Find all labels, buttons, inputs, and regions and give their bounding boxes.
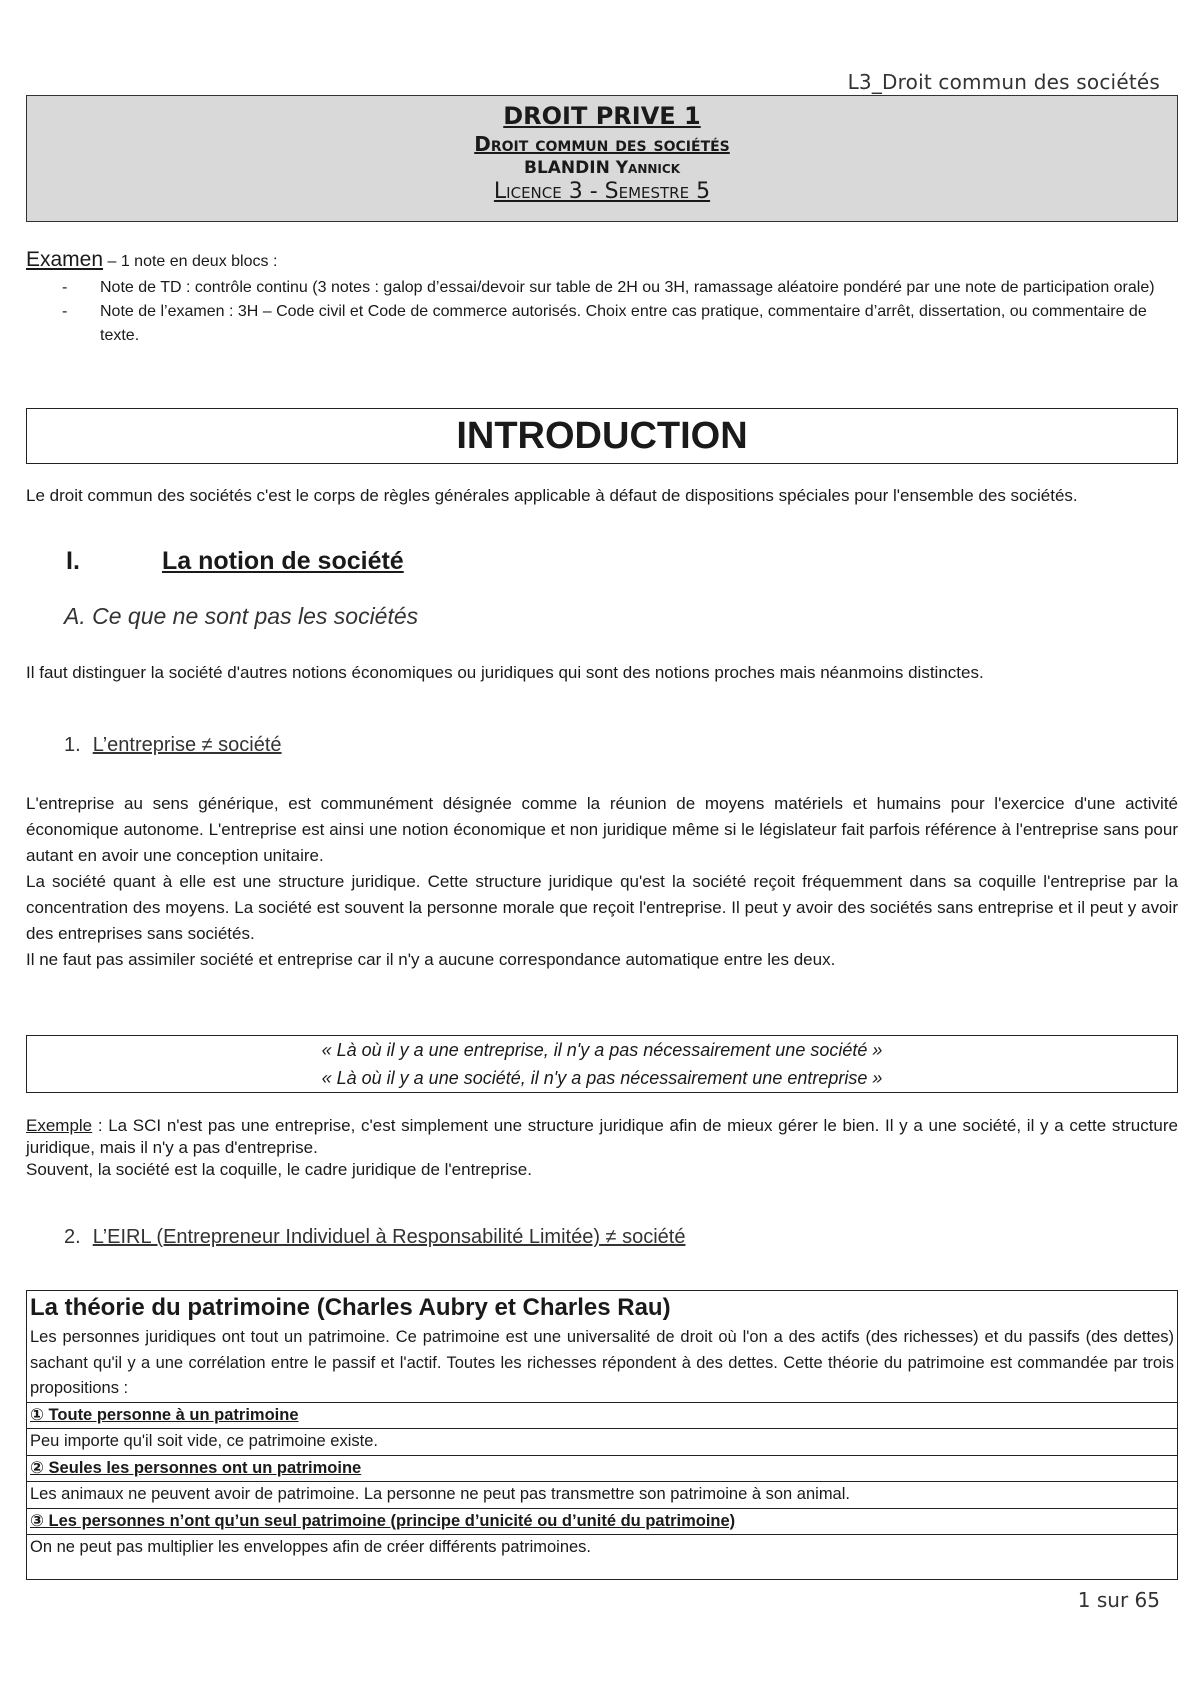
- title-box: [26, 95, 1178, 222]
- paragraph-societe: La société quant à elle est une structure juridique. Cette structure juridique qu'est la société reçoit fréquemment dans sa coquille l'entreprise par la concentration des moyens. La société est souvent la personne morale que reçoit l'entreprise. Il peut y avoir des sociétés sans entreprise et il peut y avoir des entreprises sans sociétés.: [26, 872, 1178, 943]
- example-paragraph: [26, 1115, 1178, 1181]
- example-label: Exemple: [26, 1116, 93, 1135]
- subheading-title: L’entreprise ≠ société: [92, 734, 282, 756]
- course-subtitle: Droit commun des sociétés: [474, 132, 730, 156]
- course-title: DROIT PRIVE 1: [503, 102, 701, 130]
- example-line-2: Souvent, la société est la coquille, le cadre juridique de l'entreprise.: [26, 1160, 532, 1179]
- proposition-body: Les animaux ne peuvent avoir de patrimoine. La personne ne peut pas transmettre son patrimoine à son animal.: [27, 1481, 1177, 1508]
- theory-intro: Les personnes juridiques ont tout un patrimoine. Ce patrimoine est une universalité de droit où l'on a des actifs (des richesses) et du passifs (des dettes) sachant qu'il y a une corrélation entre le passif et l'actif. Toutes les richesses répondent à des dettes. Cette théorie du patrimoine est commandée par trois propositions :: [30, 1328, 1174, 1397]
- paragraph-entreprise: L'entreprise au sens générique, est communément désignée comme la réunion de moyens matériels et humains pour l'exercice d'une activité économique autonome. L'entreprise est ainsi une notion économique et non juridique même si le législateur fait parfois référence à l'entreprise sans pour autant en avoir une conception unitaire.: [26, 794, 1178, 865]
- page-number: 1 sur 65: [1077, 1588, 1160, 1612]
- theory-title: La théorie du patrimoine (Charles Aubry et Charles Rau): [30, 1294, 671, 1321]
- list-item: - Note de l’examen : 3H – Code civil et Code de commerce autorisés. Choix entre cas pratique, commentaire d’arrêt, dissertation, ou commentaire de texte.: [62, 303, 1147, 344]
- list-item: - Note de TD : contrôle continu (3 notes : galop d’essai/devoir sur table de 2H ou 3H, ramassage aléatoire pondéré par une note de participation orale): [62, 279, 1155, 296]
- paragraph-a: Il faut distinguer la société d'autres notions économiques ou juridiques qui sont des notions proches mais néanmoins distinctes.: [26, 663, 984, 682]
- paragraph-conclusion: Il ne faut pas assimiler société et entreprise car il n'y a aucune correspondance automatique entre les deux.: [26, 950, 836, 969]
- subsection-heading-a: A. Ce que ne sont pas les sociétés: [64, 603, 419, 629]
- section-number: I.: [66, 547, 80, 575]
- quote-box: [26, 1035, 1178, 1093]
- section-heading-1: [66, 547, 404, 576]
- introduction-heading: INTRODUCTION: [26, 408, 1178, 464]
- subheading-number: 2.: [64, 1226, 81, 1248]
- proposition-heading: ③ Les personnes n’ont qu’un seul patrimoine (principe d’unicité ou d’unité du patrimoine): [27, 1508, 1177, 1535]
- exam-item-td: Note de TD : contrôle continu (3 notes : galop d’essai/devoir sur table de 2H ou 3H, ramassage aléatoire pondéré par une note de participation orale): [100, 279, 1155, 296]
- level-semester: Licence 3 - Semestre 5: [493, 179, 711, 204]
- proposition-heading: ② Seules les personnes ont un patrimoine: [27, 1455, 1177, 1482]
- author-name: BLANDIN Yannick: [523, 158, 680, 178]
- intro-paragraph: Le droit commun des sociétés c'est le corps de règles générales applicable à défaut de dispositions spéciales pour l'ensemble des sociétés.: [26, 486, 1078, 505]
- proposition-heading: ① Toute personne à un patrimoine: [27, 1402, 1177, 1429]
- exam-label: Examen: [26, 248, 104, 271]
- subheading-2: [64, 1226, 685, 1249]
- subheading-1: [64, 734, 282, 757]
- proposition-body: Peu importe qu'il soit vide, ce patrimoine existe.: [27, 1428, 1177, 1455]
- quote-line: « Là où il y a une entreprise, il n'y a pas nécessairement une société »: [321, 1040, 883, 1060]
- section-title: La notion de société: [162, 547, 404, 575]
- exam-heading: [26, 248, 1178, 274]
- exam-list: [26, 276, 1178, 348]
- subheading-number: 1.: [64, 734, 81, 756]
- exam-section: [26, 248, 1178, 348]
- exam-summary: – 1 note en deux blocs :: [103, 253, 278, 270]
- proposition-body: On ne peut pas multiplier les enveloppes afin de créer différents patrimoines.: [27, 1534, 1177, 1561]
- running-header: L3_Droit commun des sociétés: [847, 70, 1160, 94]
- example-text: : La SCI n'est pas une entreprise, c'est simplement une structure juridique afin de mieux gérer le bien. Il y a une société, il y a cette structure juridique, mais il n'y a pas d'entreprise.: [26, 1116, 1178, 1157]
- subheading-title: L’EIRL (Entrepreneur Individuel à Responsabilité Limitée) ≠ société: [92, 1226, 686, 1248]
- theory-box: [26, 1290, 1178, 1580]
- exam-item-final: Note de l’examen : 3H – Code civil et Code de commerce autorisés. Choix entre cas pratique, commentaire d’arrêt, dissertation, ou commentaire de texte.: [100, 303, 1147, 344]
- quote-line: « Là où il y a une société, il n'y a pas nécessairement une entreprise »: [321, 1068, 883, 1088]
